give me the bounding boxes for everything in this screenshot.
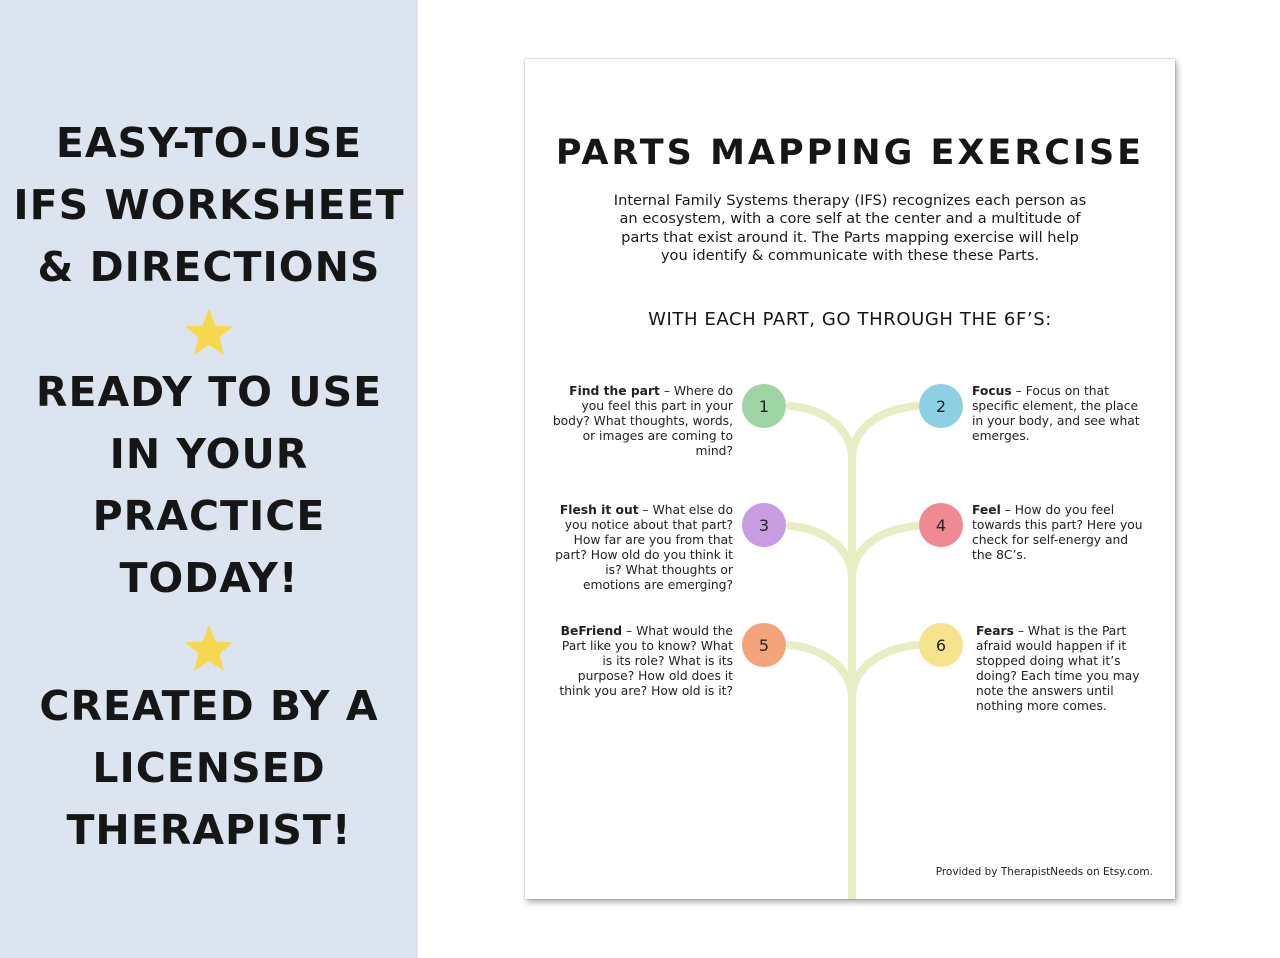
intro-paragraph [580,192,1120,266]
step-3-circle [742,503,786,547]
promo-line: EASY-TO-USE [55,119,363,167]
promo-block-ready [0,361,418,609]
step-label: Fears [976,624,1014,638]
worksheet-page [525,59,1175,899]
promo-line: PRACTICE [92,492,326,540]
step-number: 6 [935,635,947,655]
promo-line: READY TO USE [35,368,383,416]
section-subheading: WITH EACH PART, GO THROUGH THE 6F’S: [648,309,1052,330]
step-number: 2 [935,396,947,416]
credit-line: Provided by TherapistNeeds on Etsy.com. [935,866,1153,878]
step-4-circle [919,503,963,547]
step-number: 3 [758,515,770,535]
promo-line: CREATED BY A [39,682,379,730]
step-3-text: Flesh it out – What else do you notice about that part? How far are you from that part? How old do you think it is? What thoughts or emotions are emerging? [555,503,733,592]
step-number: 4 [935,515,947,535]
promo-panel [0,0,418,958]
step-number: 5 [758,635,770,655]
intro-line: parts that exist around it. The Parts mapping exercise will help [621,228,1079,246]
step-5-circle [742,623,786,667]
step-6-text: Fears – What is the Part afraid would happen if it stopped doing what it’s doing? Each time you may note the answers until nothing more comes. [976,624,1140,713]
step-label: Feel [972,503,1001,517]
promo-line: THERAPIST! [66,806,352,854]
step-number: 1 [758,396,770,416]
worksheet-title: PARTS MAPPING EXERCISE [555,133,1145,173]
promo-line: & DIRECTIONS [37,243,381,291]
step-4-text: Feel – How do you feel towards this part? Here you check for self-energy and the 8C’s. [972,503,1143,562]
star-icon [183,623,235,675]
intro-line: Internal Family Systems therapy (IFS) recognizes each person as [613,192,1087,209]
step-5-text: BeFriend – What would the Part like you to know? What is its role? What is its purpose? How old does it think you are? How old is it? [559,624,733,698]
promo-block-features [0,112,418,298]
star-icon [183,307,235,359]
step-label: Flesh it out [559,503,639,517]
step-label: Focus [972,384,1012,398]
step-1-text: Find the part – Where do you feel this part in your body? What thoughts, words, or images are coming to mind? [552,384,733,458]
step-label: BeFriend [560,624,623,638]
intro-line: you identify & communicate with these these Parts. [660,247,1040,265]
tree-graphic [525,59,1175,899]
promo-block-author [0,675,418,861]
promo-line: TODAY! [119,554,299,602]
promo-line: LICENSED [92,744,326,792]
step-2-text: Focus – Focus on that specific element, the place in your body, and see what emerges. [972,384,1140,443]
step-6-circle [919,623,963,667]
step-2-circle [919,384,963,428]
step-1-circle [742,384,786,428]
promo-line: IFS WORKSHEET [13,181,405,229]
intro-line: an ecosystem, with a core self at the center and a multitude of [619,210,1081,228]
promo-line: IN YOUR [109,430,309,478]
step-label: Find the part [569,384,660,398]
